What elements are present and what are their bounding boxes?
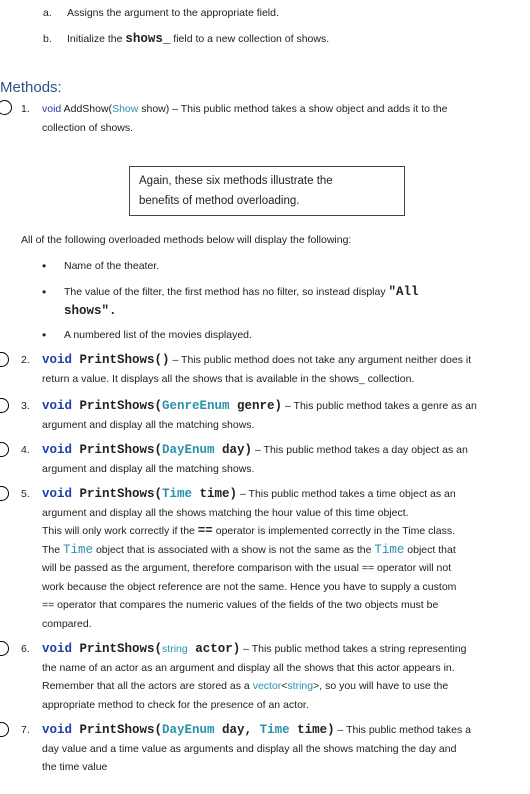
method-3-number: 3. bbox=[21, 400, 30, 412]
annotation-circle-icon bbox=[0, 442, 9, 457]
methods-heading: Methods: bbox=[0, 79, 62, 96]
method-1-number: 1. bbox=[21, 103, 30, 115]
bullet-icon: • bbox=[42, 285, 47, 299]
annotation-circle-icon bbox=[0, 641, 9, 656]
list-item-a-text: Assigns the argument to the appropriate field. bbox=[67, 7, 279, 19]
method-6-number: 6. bbox=[21, 643, 30, 655]
annotation-circle-icon bbox=[0, 398, 9, 413]
method-5: void PrintShows(Time time) – This public method takes a time object as an argument and display all the shows matching the hour value of this time object. This will only work correctly if the == operator is implemented correctly in the Time class. The Time object that is associated with a show is not the same as the Time object that will be passed as the argument, therefore comparison with the usual == operator will not work because the object reference are not the same. Hence you have to supply a custom == operator that compares the numeric values of the fields of the two objects must be compared. bbox=[42, 487, 457, 630]
annotation-circle-icon bbox=[0, 486, 9, 501]
method-7: void PrintShows(DayEnum day, Time time) – This public method takes a day value and a time value as arguments and display all the shows matching the day and the time value bbox=[42, 723, 471, 773]
list-item-b: b. bbox=[43, 33, 52, 45]
method-4-number: 4. bbox=[21, 444, 30, 456]
bullet-2: The value of the filter, the first method has no filter, so instead display "All shows". bbox=[64, 285, 419, 318]
method-3: void PrintShows(GenreEnum genre) – This public method takes a genre as an argument and display all the matching shows. bbox=[42, 399, 477, 431]
list-item-a: a. bbox=[43, 7, 52, 19]
list-item-b-text: Initialize the shows_ field to a new collection of shows. bbox=[67, 32, 330, 46]
method-2: void PrintShows() – This public method does not take any argument neither does it return a value. It displays all the shows that is available in the shows_ collection. bbox=[42, 353, 472, 385]
annotation-circle-icon bbox=[0, 352, 9, 367]
bullet-icon: • bbox=[42, 259, 47, 273]
callout-box: Again, these six methods illustrate the benefits of method overloading. bbox=[129, 166, 405, 216]
method-4: void PrintShows(DayEnum day) – This public method takes a day object as an argument and display all the matching shows. bbox=[42, 443, 468, 475]
bullet-1: Name of the theater. bbox=[64, 260, 160, 272]
method-5-number: 5. bbox=[21, 488, 30, 500]
intro-text: All of the following overloaded methods below will display the following: bbox=[21, 234, 352, 246]
method-1: void AddShow(Show show) – This public method takes a show object and adds it to the collection of shows. bbox=[42, 103, 448, 134]
bullet-3: A numbered list of the movies displayed. bbox=[64, 329, 252, 341]
method-7-number: 7. bbox=[21, 724, 30, 736]
annotation-circle-icon bbox=[0, 722, 9, 737]
annotation-circle-icon bbox=[0, 100, 12, 115]
bullet-icon: • bbox=[42, 328, 47, 342]
method-6: void PrintShows(string actor) – This public method takes a string representing the name of an actor as an argument and display all the shows that this actor appears in. Remember that all the actors are stored as a vector<string>, so you will have to use the appropriate method to check for the presence of an actor. bbox=[42, 642, 467, 711]
method-2-number: 2. bbox=[21, 354, 30, 366]
